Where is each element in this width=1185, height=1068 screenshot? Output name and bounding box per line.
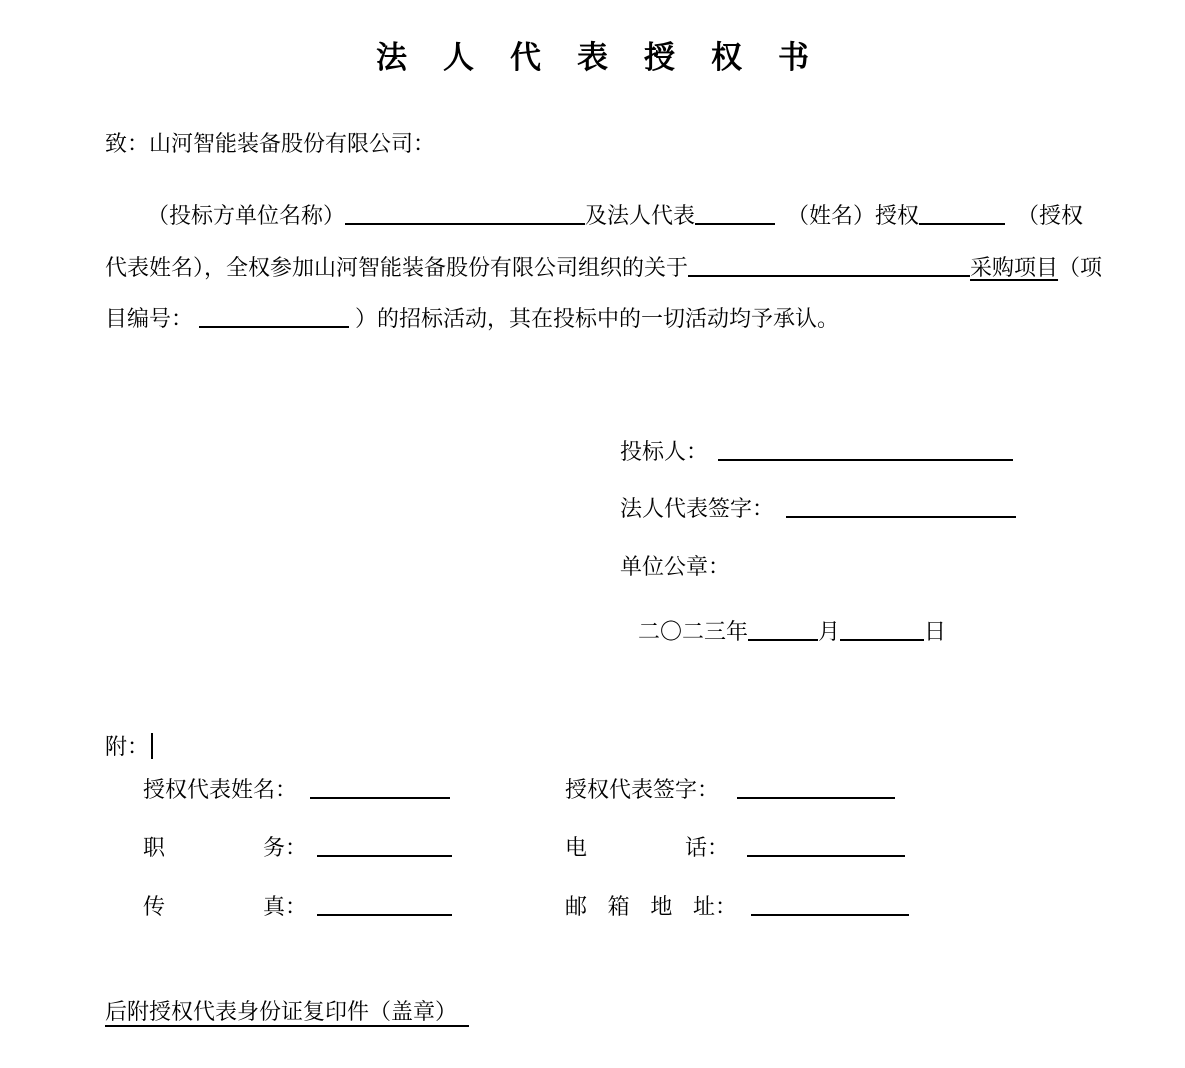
blank-email[interactable]: [751, 914, 909, 916]
blank-agent-name-fill[interactable]: [310, 797, 450, 799]
legal-rep-label-inline: 及法人代表: [585, 203, 696, 228]
salutation-line: 致：山河智能装备股份有限公司：: [105, 131, 436, 156]
date-year-label: 二〇二三年: [638, 619, 749, 644]
blank-bidder[interactable]: [718, 459, 1013, 461]
agent-name-label: 授权代表姓名：: [143, 777, 298, 802]
footer-note-line: [105, 999, 469, 1027]
date-line: [638, 619, 946, 645]
bidder-label: 投标人：: [620, 439, 709, 464]
procurement-project-label: 采购项目: [970, 254, 1059, 280]
email-label-char-4: 址：: [692, 894, 737, 919]
phone-line: [565, 835, 905, 861]
date-day-label: 日: [924, 619, 947, 644]
position-line: [143, 835, 452, 861]
blank-agent-signature[interactable]: [737, 797, 895, 799]
company-seal-line: [620, 554, 730, 580]
blank-phone[interactable]: [747, 855, 905, 857]
blank-project-number[interactable]: [199, 326, 349, 328]
body-paragraph: [105, 190, 1145, 345]
phone-label: [565, 835, 729, 861]
legal-rep-signature-label: 法人代表签字：: [620, 496, 775, 521]
authorize-paren-label: （授权: [1017, 203, 1084, 228]
fax-label-char-2: 真：: [262, 894, 307, 919]
paragraph-line-3: [105, 293, 1145, 345]
email-label: [565, 894, 737, 920]
phone-label-char-2: 话：: [684, 835, 729, 860]
project-paren-label: （项: [1058, 254, 1103, 280]
date-month-label: 月: [818, 619, 841, 644]
fax-label: [143, 894, 307, 920]
email-label-char-1: 邮: [565, 894, 588, 919]
fax-label-char-1: 传: [143, 894, 166, 919]
participate-text: 代表姓名），全权参加山河智能装备股份有限公司组织的关于: [105, 254, 689, 280]
blank-position[interactable]: [317, 855, 452, 857]
agent-name-line: [143, 777, 450, 803]
blank-legal-rep-name[interactable]: [695, 223, 775, 225]
paragraph-line-2: [105, 242, 1145, 294]
name-authorize-label: （姓名）授权: [787, 203, 920, 228]
legal-rep-signature-line: [620, 496, 1016, 522]
agent-signature-label: 授权代表签字：: [565, 777, 720, 802]
email-label-char-3: 地: [650, 894, 673, 919]
blank-company-name[interactable]: [345, 223, 585, 225]
bidder-unit-label: （投标方单位名称）: [147, 203, 346, 228]
blank-day[interactable]: [840, 639, 924, 641]
email-label-char-2: 箱: [607, 894, 630, 919]
blank-legal-rep-signature[interactable]: [786, 516, 1016, 518]
position-label-char-2: 务：: [262, 835, 307, 860]
blank-project-name[interactable]: [688, 275, 970, 277]
paragraph-line-1: [105, 190, 1145, 242]
footer-note: 后附授权代表身份证复印件（盖章）: [105, 999, 469, 1027]
project-number-label: 目编号：: [105, 306, 194, 331]
position-label: [143, 835, 307, 861]
position-label-char-1: 职: [143, 835, 166, 860]
bidder-signature-line: [620, 439, 1013, 465]
document-title: 法人代表授权书: [376, 40, 845, 75]
email-line: [565, 894, 909, 920]
company-seal-label: 单位公章：: [620, 554, 731, 579]
bidding-activity-text: ）的招标活动，其在投标中的一切活动均予承认。: [355, 306, 840, 331]
fax-line: [143, 894, 452, 920]
agent-signature-line: [565, 777, 895, 803]
blank-fax[interactable]: [317, 914, 452, 916]
phone-label-char-1: 电: [565, 835, 588, 860]
attachment-heading: 附：: [105, 734, 150, 759]
blank-authorized-agent-name[interactable]: [919, 223, 1005, 225]
blank-month[interactable]: [748, 639, 818, 641]
text-cursor: [151, 733, 153, 759]
